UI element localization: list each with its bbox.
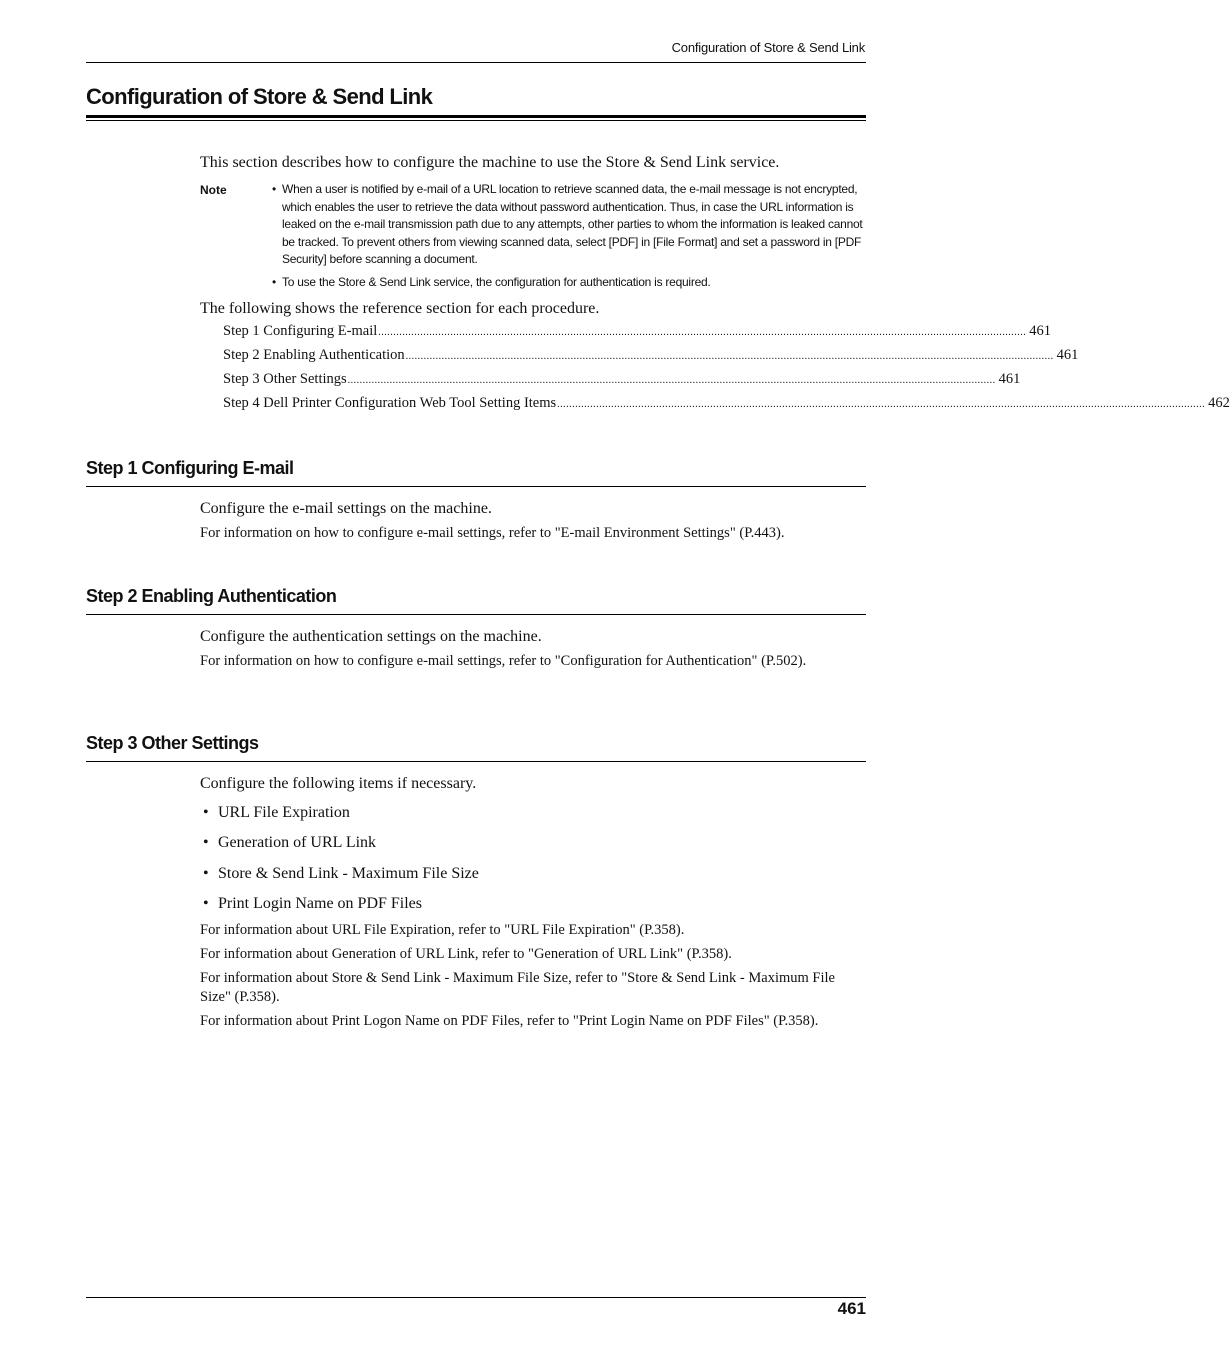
- section-rule: [86, 614, 866, 615]
- note-item-text: When a user is notified by e-mail of a URL location to retrieve scanned data, the e-mail message is not encrypted, which enables the user to retrieve the data without password authentication. Thus, in case the URL information is leaked on the e-mail transmission path due to any attempts, other parties to whom the information is leaked cannot be tracked. To prevent others from viewing scanned data, select [PDF] in [File Format] and set a password in [PDF Security] before scanning a document.: [282, 182, 863, 266]
- title-rule-thin: [86, 120, 866, 121]
- toc-entry[interactable]: [223, 371, 1021, 388]
- running-header: Configuration of Store & Send Link: [671, 40, 865, 55]
- section-heading-step3: Step 3 Other Settings: [86, 733, 259, 753]
- list-bullet: •: [203, 804, 209, 821]
- toc-leader: ........................................................................................................................................................................................................................: [347, 375, 996, 386]
- page-number: 461: [837, 1299, 866, 1318]
- list-item-text: Generation of URL Link: [218, 834, 377, 851]
- step1-reference: For information on how to configure e-mail settings, refer to "E-mail Environment Settings" (P.443).: [200, 525, 785, 541]
- toc-entry[interactable]: [223, 323, 1051, 340]
- toc-page: 461: [998, 371, 1021, 387]
- toc-label: Step 4 Dell Printer Configuration Web Tool Setting Items: [223, 395, 557, 411]
- toc-leader: ........................................................................................................................................................................................................................: [378, 327, 1027, 338]
- intro-paragraph: This section describes how to configure the machine to use the Store & Send Link service.: [200, 154, 780, 171]
- reference-intro: The following shows the reference section for each procedure.: [200, 300, 600, 317]
- page-title: Configuration of Store & Send Link: [86, 84, 433, 109]
- header-rule: [86, 62, 866, 63]
- list-item: [203, 834, 376, 852]
- toc-label: Step 3 Other Settings: [223, 371, 347, 387]
- list-item: [203, 865, 479, 883]
- list-bullet: •: [203, 865, 209, 882]
- section-rule: [86, 761, 866, 762]
- toc-page: 462: [1208, 395, 1230, 411]
- section-heading-step2: Step 2 Enabling Authentication: [86, 586, 337, 606]
- toc-page: 461: [1029, 323, 1051, 339]
- toc-label: Step 1 Configuring E-mail: [223, 323, 378, 339]
- footer-rule: [86, 1297, 866, 1298]
- step3-reference: For information about Generation of URL Link, refer to "Generation of URL Link" (P.358).: [200, 946, 732, 962]
- toc-label: Step 2 Enabling Authentication: [223, 347, 405, 363]
- note-bullet: •: [272, 275, 276, 289]
- note-item-text: To use the Store & Send Link service, the configuration for authentication is required.: [282, 275, 711, 289]
- note-item: [272, 274, 868, 292]
- toc-entry[interactable]: [223, 395, 1230, 412]
- toc-page: 461: [1056, 347, 1079, 363]
- step1-text: Configure the e-mail settings on the machine.: [200, 500, 492, 517]
- step3-reference: For information about Store & Send Link - Maximum File Size, refer to "Store & Send Link - Maximum File Size" (P.358).: [200, 970, 835, 1005]
- list-item: [203, 804, 350, 822]
- list-item-text: Store & Send Link - Maximum File Size: [218, 865, 479, 882]
- list-item-text: URL File Expiration: [218, 804, 350, 821]
- list-item: [203, 895, 422, 913]
- note-item: [272, 181, 868, 269]
- step3-text: Configure the following items if necessary.: [200, 775, 477, 792]
- list-bullet: •: [203, 834, 209, 851]
- section-heading-step1: Step 1 Configuring E-mail: [86, 458, 294, 478]
- step3-reference: For information about Print Logon Name on PDF Files, refer to "Print Login Name on PDF Files" (P.358).: [200, 1013, 819, 1029]
- step2-reference: For information on how to configure e-mail settings, refer to "Configuration for Authentication" (P.502).: [200, 653, 807, 669]
- toc-entry[interactable]: [223, 347, 1079, 364]
- toc-leader: ........................................................................................................................................................................................................................: [405, 351, 1054, 362]
- note-bullet: •: [272, 182, 276, 196]
- list-item-text: Print Login Name on PDF Files: [218, 895, 423, 912]
- list-bullet: •: [203, 895, 209, 912]
- section-rule: [86, 486, 866, 487]
- note-label: Note: [200, 183, 227, 197]
- toc-leader: ........................................................................................................................................................................................................................: [557, 399, 1206, 410]
- step2-text: Configure the authentication settings on the machine.: [200, 628, 542, 645]
- step3-reference: For information about URL File Expiration, refer to "URL File Expiration" (P.358).: [200, 922, 685, 938]
- title-rule-thick: [86, 115, 866, 118]
